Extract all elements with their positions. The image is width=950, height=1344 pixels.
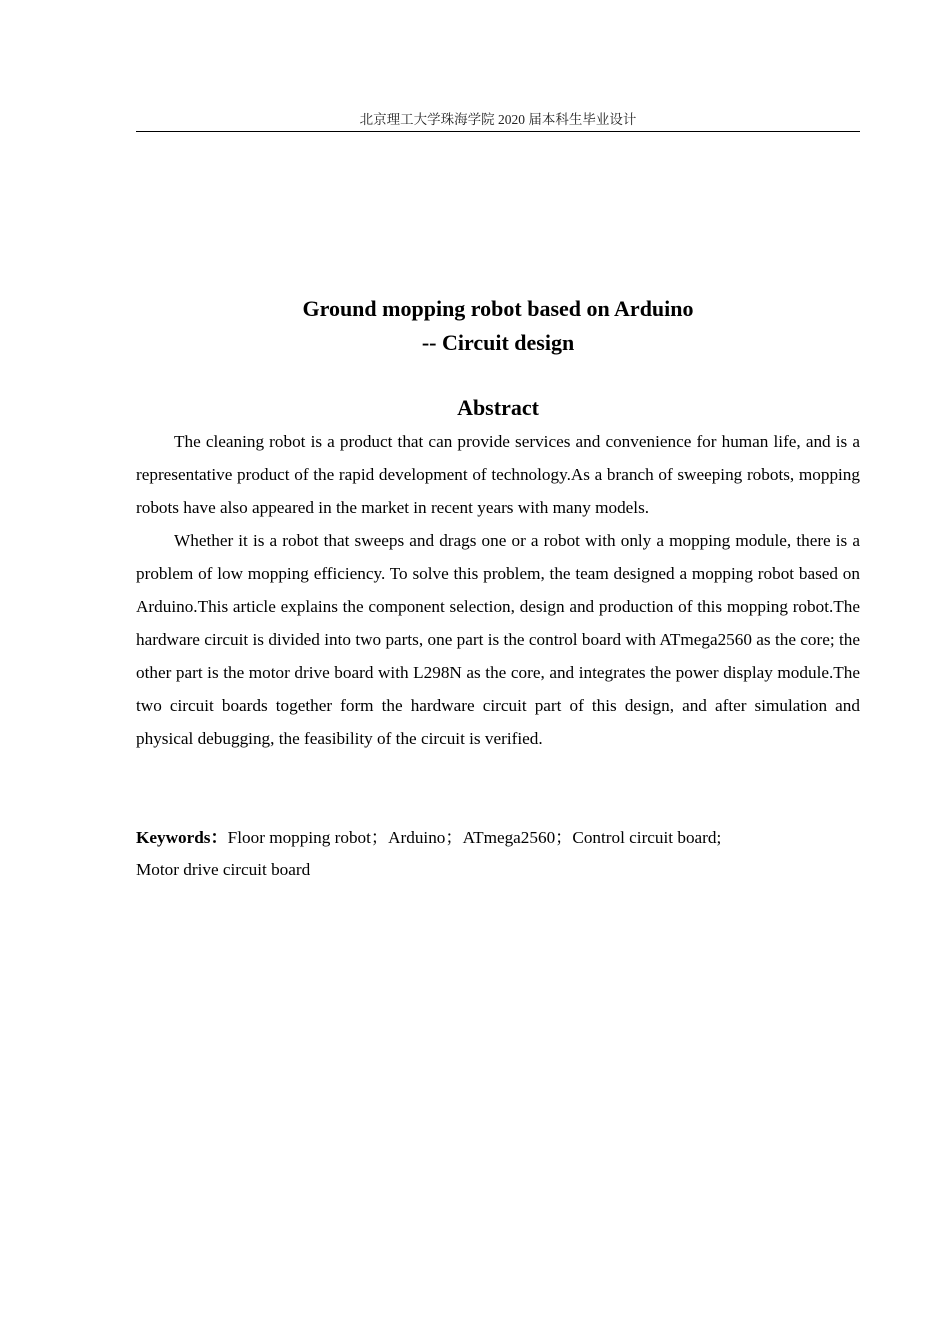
keywords-label: Keywords： [136, 828, 228, 847]
header-text: 北京理工大学珠海学院 2020 届本科生毕业设计 [359, 112, 637, 127]
abstract-body [136, 425, 860, 755]
page-header [136, 111, 860, 132]
abstract-paragraph-2: Whether it is a robot that sweeps and drags one or a robot with only a mopping module, there is a problem of low mopping efficiency. To solve this problem, the team designed a mopping robot based on Arduino.This article explains the component selection, design and production of this mopping robot.The hardware circuit is divided into two parts, one part is the control board with ATmega2560 as the core; the other part is the motor drive board with L298N as the core, and integrates the power display module.The two circuit boards together form the hardware circuit part of this design, and after simulation and physical debugging, the feasibility of the circuit is verified. [136, 531, 860, 748]
title-line-2: -- Circuit design [421, 330, 575, 355]
keywords-line-1 [136, 822, 860, 854]
abstract-heading: Abstract [457, 395, 539, 420]
keywords-list: Floor mopping robot；Arduino；ATmega2560；Control circuit board; [227, 828, 722, 847]
thesis-title [136, 292, 860, 360]
title-line-1: Ground mopping robot based on Arduino [302, 296, 694, 321]
abstract-paragraph-1: The cleaning robot is a product that can provide services and convenience for human life, and is a representative product of the rapid development of technology.As a branch of sweeping robots, mopping robots have also appeared in the market in recent years with many models. [136, 432, 860, 517]
keywords-line-2: Motor drive circuit board [136, 860, 311, 879]
keywords-section [136, 822, 860, 886]
